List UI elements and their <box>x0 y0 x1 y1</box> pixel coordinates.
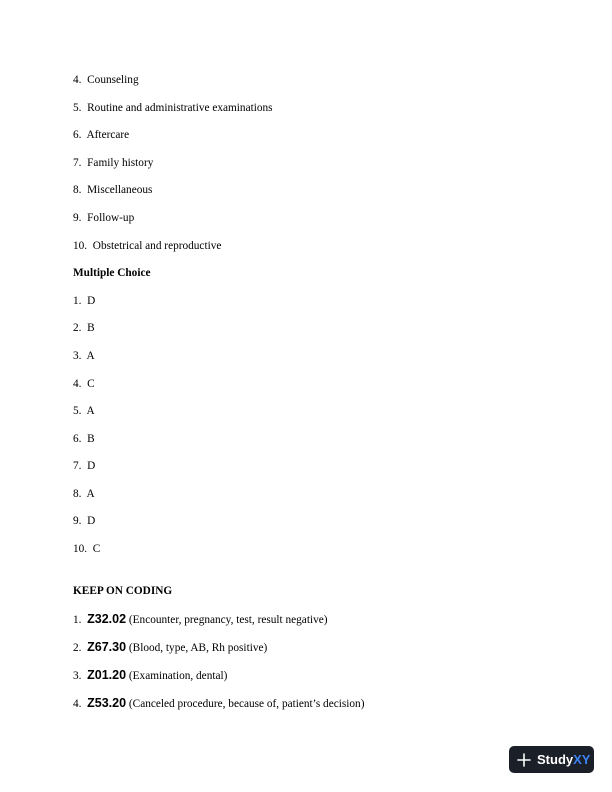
answer-item <box>73 432 95 446</box>
item-number: 5. <box>73 405 82 417</box>
answer-item <box>73 404 95 418</box>
item-text: Counseling <box>87 74 139 86</box>
answer-item <box>73 514 95 528</box>
code-description: (Encounter, pregnancy, test, result negative) <box>128 614 328 626</box>
answer-letter: D <box>87 515 96 527</box>
list-item <box>73 101 273 115</box>
answer-item <box>73 542 100 556</box>
answer-item <box>73 321 95 335</box>
list-item <box>73 73 139 87</box>
item-text: Follow-up <box>87 212 135 224</box>
item-number: 1. <box>73 614 82 626</box>
item-number: 7. <box>73 460 82 472</box>
item-number: 4. <box>73 378 82 390</box>
item-number: 4. <box>73 74 82 86</box>
coding-item <box>73 612 328 627</box>
item-number: 3. <box>73 350 82 362</box>
answer-letter: D <box>87 295 96 307</box>
answer-letter: B <box>87 322 95 334</box>
brand-name-main: Study <box>537 752 574 767</box>
code-description: (Canceled procedure, because of, patient’s decision) <box>128 698 365 710</box>
item-text: Obstetrical and reproductive <box>92 240 222 252</box>
answer-letter: A <box>86 488 95 500</box>
studyxy-badge[interactable] <box>509 746 594 773</box>
item-number: 1. <box>73 295 82 307</box>
answer-item <box>73 349 95 363</box>
plus-icon <box>517 753 531 767</box>
answer-item <box>73 377 95 391</box>
item-number: 10. <box>73 543 88 555</box>
answer-letter: C <box>92 543 101 555</box>
answer-item <box>73 294 95 308</box>
item-number: 6. <box>73 129 82 141</box>
item-number: 2. <box>73 642 82 654</box>
diagnosis-code: Z53.20 <box>87 696 127 710</box>
coding-item <box>73 668 227 683</box>
diagnosis-code: Z32.02 <box>87 612 127 626</box>
answer-item <box>73 487 95 501</box>
answer-letter: A <box>86 350 95 362</box>
brand-name-accent: XY <box>573 752 591 767</box>
item-text: Family history <box>87 157 154 169</box>
coding-item <box>73 696 364 711</box>
diagnosis-code: Z01.20 <box>87 668 127 682</box>
list-item <box>73 156 153 170</box>
answer-letter: A <box>86 405 95 417</box>
item-number: 6. <box>73 433 82 445</box>
answer-letter: B <box>87 433 95 445</box>
list-item <box>73 183 152 197</box>
item-text: Miscellaneous <box>87 184 153 196</box>
diagnosis-code: Z67.30 <box>87 640 127 654</box>
code-description: (Examination, dental) <box>128 670 228 682</box>
answer-item <box>73 459 95 473</box>
answer-letter: D <box>87 460 96 472</box>
section-heading-multiple-choice: Multiple Choice <box>73 267 151 279</box>
item-number: 7. <box>73 157 82 169</box>
code-description: (Blood, type, AB, Rh positive) <box>128 642 268 654</box>
item-number: 8. <box>73 184 82 196</box>
item-number: 4. <box>73 698 82 710</box>
item-number: 5. <box>73 102 82 114</box>
answer-letter: C <box>87 378 95 390</box>
item-number: 10. <box>73 240 88 252</box>
list-item <box>73 128 129 142</box>
list-item <box>73 239 221 253</box>
item-text: Aftercare <box>86 129 130 141</box>
item-number: 2. <box>73 322 82 334</box>
coding-item <box>73 640 267 655</box>
item-number: 3. <box>73 670 82 682</box>
item-text: Routine and administrative examinations <box>87 102 273 114</box>
list-item <box>73 211 134 225</box>
section-heading-keep-on-coding: KEEP ON CODING <box>73 585 173 597</box>
item-number: 8. <box>73 488 82 500</box>
item-number: 9. <box>73 212 82 224</box>
item-number: 9. <box>73 515 82 527</box>
